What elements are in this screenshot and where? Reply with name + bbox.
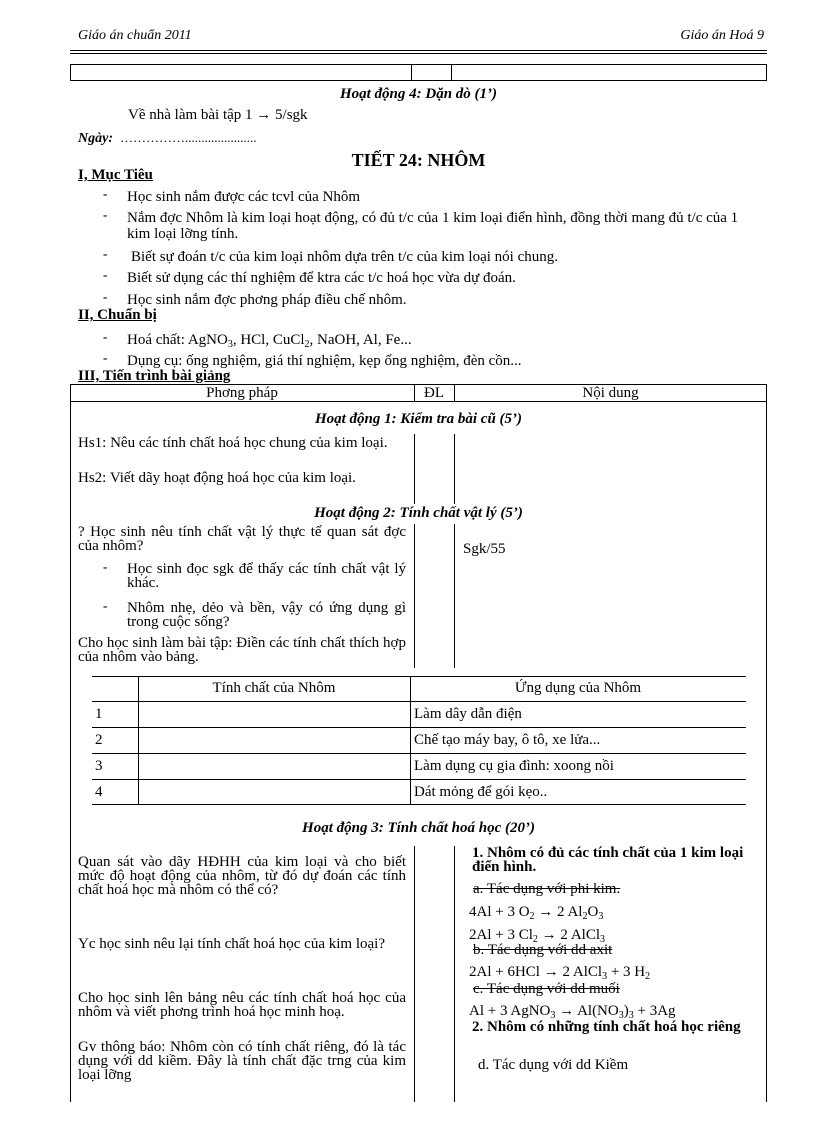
row-number: 1 <box>95 706 103 722</box>
chem-heading-2: 2. Nhôm có những tính chất hoá học riêng <box>472 1019 741 1035</box>
bullet: - <box>103 207 108 222</box>
chem-prompt-1: Quan sát vào dãy HĐHH của kim loại và cho biết mức độ hoạt động của nhôm, từ đó dự đoán các tính chất hoá học mà nhôm có thể có? <box>78 854 406 898</box>
header-left: Giáo án chuẩn 2011 <box>78 28 192 43</box>
table-divider <box>454 524 455 668</box>
section-1-title: I, Mục Tiêu <box>78 167 153 183</box>
lesson-title: TIẾT 24: NHÔM <box>351 150 486 170</box>
prev-table-divider <box>411 64 412 81</box>
chem-heading-1: 1. Nhôm có đủ các tính chất của 1 kim loại điển hình. <box>472 845 744 875</box>
table-divider <box>414 846 415 1102</box>
table-divider <box>454 846 455 1102</box>
check-question-2: Hs2: Viết dãy hoạt động hoá học của kim loại. <box>78 470 356 486</box>
row-number: 4 <box>95 784 103 800</box>
col-header-content: Nội dung <box>582 385 639 401</box>
bullet: - <box>103 246 108 261</box>
date-label: Ngày: <box>78 131 113 146</box>
goal-item: Học sinh nắm được các tcvl của Nhôm <box>127 189 361 205</box>
header-right: Giáo án Hoá 9 <box>680 28 764 43</box>
activity-4-text: Về nhà làm bài tập 1 → 5/sgk <box>128 107 308 123</box>
prev-table-row <box>70 64 767 81</box>
goal-item: Nắm đợc Nhôm là kim loại hoạt động, có đủ t/c của 1 kim loại điển hình, đồng thời mang đủ t/c của 1 kim loại lỡng tính. <box>127 210 739 242</box>
equation-4: Al + 3 AgNO$_3$ → $Al(NO_3)_3 + 3Ag$ <box>469 1003 676 1021</box>
goal-item: Biết sử dụng các thí nghiệm để ktra các t/c hoá học vừa dự đoán. <box>127 270 516 286</box>
chem-prompt-4: Gv thông báo: Nhôm còn có tính chất riêng, đó là tác dụng với dd kiềm. Đây là tính chất đặc trng của kim loại lỡng <box>78 1039 406 1083</box>
row-use: Chế tạo máy bay, ô tô, xe lửa... <box>414 732 601 748</box>
row-number: 2 <box>95 732 103 748</box>
row-use: Làm dây dẫn điện <box>414 706 522 722</box>
activity-2-title: Hoạt động 2: Tính chất vật lý (5’) <box>314 505 523 521</box>
chem-sub-d: d. Tác dụng với dd Kiềm <box>478 1057 629 1073</box>
physical-reference: Sgk/55 <box>463 541 506 557</box>
properties-header: Tính chất của Nhôm <box>212 680 336 696</box>
check-question-1: Hs1: Nêu các tính chất hoá học chung của kim loại. <box>78 435 388 451</box>
row-number: 3 <box>95 758 103 774</box>
prev-table-divider-2 <box>451 64 452 81</box>
header-rule <box>70 50 767 51</box>
date-dots: ……………...................... <box>120 130 257 145</box>
goal-item: Học sinh nắm đợc phơng pháp điều chế nhôm. <box>127 292 407 308</box>
prep-chemicals: Hoá chất: AgNO$_3$, HCl, CuCl$_2$, NaOH, Al, Fe... <box>127 332 412 350</box>
equation-1: 4Al + 3 $O_2 \to 2$ $Al_2O_3$ <box>469 904 604 922</box>
table-divider <box>414 524 415 668</box>
equation-3: 2Al + 6HCl → 2 AlCl$_3$ + 3 $H_2$ <box>469 964 651 982</box>
physical-question: ? Học sinh nêu tính chất vật lý thực tế quan sát đợc của nhôm? <box>78 524 406 554</box>
prep-tools: Dụng cụ: ống nghiệm, giá thí nghiệm, kẹp ống nghiệm, đèn cồn... <box>127 353 522 369</box>
physical-exercise: Cho học sinh làm bài tập: Điền các tính chất thích hợp của nhôm vào bảng. <box>78 635 406 665</box>
row-use: Làm dụng cụ gia đình: xoong nồi <box>414 758 614 774</box>
chem-prompt-3: Cho học sinh lên bảng nêu các tính chất hoá học của nhôm và viết phơng trình hoá học minh hoạ. <box>78 990 406 1020</box>
bullet: - <box>103 289 108 304</box>
bullet: - <box>103 186 108 201</box>
col-header-method: Phơng pháp <box>206 385 278 401</box>
table-divider <box>414 434 415 504</box>
activity-4-title: Hoạt động 4: Dặn dò (1’) <box>339 86 498 102</box>
bullet: - <box>103 329 108 344</box>
table-rule <box>70 401 767 402</box>
bullet: - <box>103 559 108 574</box>
physical-bullet-2: Nhôm nhẹ, dẻo và bền, vậy có ứng dụng gì trong cuộc sống? <box>127 600 406 630</box>
header-rule-2 <box>70 53 767 54</box>
section-2-title: II, Chuẩn bị <box>78 307 157 323</box>
bullet: - <box>103 598 108 613</box>
chem-sub-a: a. Tác dụng với phi kim. <box>473 881 621 897</box>
bullet: - <box>103 267 108 282</box>
chem-prompt-2: Yc học sinh nêu lại tính chất hoá học của kim loại? <box>78 936 385 952</box>
chem-sub-b: b. Tác dụng với dd axit <box>473 942 613 958</box>
row-use: Dát mỏng để gói kẹo.. <box>414 784 548 800</box>
table-divider <box>454 434 455 504</box>
activity-1-title: Hoạt động 1: Kiểm tra bài cũ (5’) <box>314 411 523 427</box>
bullet: - <box>103 350 108 365</box>
physical-bullet-1: Học sinh đọc sgk để thấy các tính chất vật lý khác. <box>127 561 406 591</box>
properties-table <box>92 676 746 805</box>
section-3-title: III, Tiến trình bài giảng <box>78 368 231 384</box>
uses-header: Ứng dụng của Nhôm <box>514 680 642 696</box>
col-header-time: ĐL <box>424 385 444 401</box>
goal-item: Biết sự đoán t/c của kim loại nhôm dựa trên t/c của kim loại nói chung. <box>131 249 558 265</box>
activity-3-title: Hoạt động 3: Tính chất hoá học (20’) <box>302 820 535 836</box>
chem-sub-c: c. Tác dụng với dd muối <box>473 981 620 997</box>
equation-2: 2Al + 3 $Cl_2 \to 2$ AlCl$_3$ <box>469 927 605 945</box>
